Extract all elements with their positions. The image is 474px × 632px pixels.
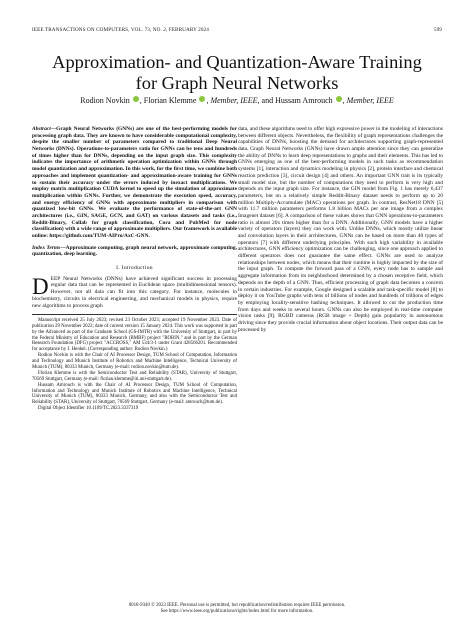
section-heading-introduction: I. Introduction	[116, 265, 153, 272]
author-1: Rodion Novkin	[80, 96, 130, 105]
footnote-doi: Digital Object Identifier 10.1109/TC.2023.3337319	[38, 406, 139, 412]
title-line-2: for Graph Neural Networks	[135, 73, 339, 93]
journal-name: IEEE TRANSACTIONS ON COMPUTERS, VOL. 73, NO. 2, FEBRUARY 2024	[32, 27, 209, 33]
running-header	[32, 27, 442, 35]
author-3-role: Member, IEEE	[346, 96, 394, 105]
author-3: and Hussam Amrouch	[261, 96, 333, 105]
abstract	[32, 126, 237, 240]
orcid-icon[interactable]	[336, 96, 342, 102]
paper-title	[20, 52, 454, 94]
footnote-author-3: Hussam Amrouch is with the Chair of AI Processor Design, TUM School of Computation, Information and Technology and Munich Institute of Robotics and Machine Intelligence, Technical University of Munich (TUM), 80333 Munich, Germany, and also with the Semiconductor Test and Reliability (STAR), University of Stuttgart, 70569 Stuttgart, Germany (e-mail: amrouch@tum.de).	[32, 382, 237, 406]
footnote-manuscript: Manuscript received 25 July 2023; revised 23 October 2023; accepted 19 November 2023. Date of publication 29 November 2023; date of current version 15 January 2024. This work was supported in part by the Advanced as part of the Graduate School (GS-IMTR) with the University of Stuttgart, in part by the Federal Ministry of Education and Research (BMBF) project "ROBIN," and in part by the German Research Foundation (DFG) project "ACCROSS," AM 534/3-1 under Grant 428566201. Recommended for acceptance by J. Henkel. (Corresponding author: Rodion Novkin.)	[32, 318, 237, 353]
intro-paragraph	[32, 273, 237, 309]
footnote-divider	[32, 314, 237, 315]
abstract-lead: Abstract	[32, 126, 51, 132]
right-column	[238, 126, 443, 333]
permissions-link[interactable]: See https://www.ieee.org/publications/rights/index.html for more information.	[160, 609, 314, 615]
intro-first-word: EEP	[50, 275, 61, 282]
footnote-author-1: Rodion Novkin is with the Chair of AI Processor Design, TUM School of Computation, Information and Technology and Munich Institute of Robotics and Machine Intelligence, Technical University of Munich (TUM), 80333 Munich, Germany (e-mail: rodion.novkin@tum.de).	[32, 353, 237, 370]
abstract-text: —Graph Neural Networks (GNNs) are one of the best-performing models for processing graph data. They are known to have considerable computational complexity, despite the smaller number of parameters compared to traditional Deep Neural Networks (DNNs). Operations-to-parameters ratio for GNNs can be tens and hundreds of times higher than for DNNs, depending on the input graph size. This complexity indicates the importance of arithmetic operation optimization within GNNs through model quantization and approximation. In this work, for the first time, we combine both approaches and implement quantization- and approximation-aware training for GNNs to sustain their accuracy under the errors induced by inexact multiplications. We employ matrix multiplication CUDA kernel to speed up the simulation of approximate multiplication within GNNs. Further, we demonstrate the execution speed, accuracy, and energy efficiency of GNNs with approximate multipliers in comparison with quantized low-bit GNNs. We evaluate the performance of state-of-the-art GNN architectures (i.e., GIN, SAGE, GCN, and GAT) on various datasets and tasks (i.e., Reddit-Binary, Collab for graph classification, Cora and PubMed for node classification) with a wide range of approximate multipliers. Our framework is available online: https://github.com/TUM-AIPro/AxC-GNN.	[32, 126, 237, 239]
author-2: Florian Klemme	[143, 96, 197, 105]
index-terms-text: —Approximate computing, graph neural network, approximate computing, quantization, deep learning.	[32, 244, 237, 258]
footnote-author-2: Florian Klemme is with the Semiconductor Test and Reliability (STAR), University of Stuttgart, 70569 Stuttgart, Germany (e-mail: florian.klemme@iti.uni-stuttgart.de).	[32, 370, 237, 382]
intro-text: Neural Networks (DNNs) have achieved significant success in processing regular data that can be represented in Euclidean space (multidimensional tensors). However, not all data can fit into this category. For instance, molecules in biochemistry, circuits in electrical engineering, and mechanical models in physics, require new algorithms to process graph	[32, 275, 237, 309]
left-column	[32, 126, 237, 412]
body-paragraph: data, and these algorithms need to offer high expressive power in the modeling of interactions between different objects. Nevertheless, the flexibility of graph representations challenges the capabilities of DNNs, boosting the demand for architectures supporting graph-represented data. Graph Neural Networks (GNNs) have drawn ample attention since they can generalize the ability of DNNs to learn deep representations to graphs and their elements. This has led to GNNs emerging as one of the best-performing models in such tasks as recommendation systems [1], interaction and dynamics modeling in physics [2], protein interface and chemical reaction prediction [3], circuit design [4] and others. An important GNN trait is its typically small model size, but the number of computations they need to perform is very high and depends on the input graph size. For instance, the GIN model from Fig. 1 has merely 6,437 parameters, but on a relatively simple Reddit-Binary dataset needs to perform up to 20 million Multiply-Accumulate (MAC) operations per graph. In contrast, ResNet18 DNN [5] with 11.7 million parameters performs 1.8 billion MACs per one image from a complex Imagenet dataset [6]. A comparison of these values shows that GNN operations-to-parameters ratio is almost 20x times higher than for a DNN. Additionally, GNN models have a higher variety of operators (layers) they can work with. Unlike DNNs, which mostly utilize linear and convolution layers in their architectures, GNNs can be based on more than 40 types of operators [7] with different underlying principles. With such high variability in available architectures, GNN efficiency optimization can be challenging, since one approach applied to different operators does not guarantee the same effect. GNNs are used to analyze relationships between nodes, which means that their runtime is highly impacted by the size of the input graph. To compute the forward pass of a GNN, every node has to sample and aggregate information from its neighborhood determined by a chosen receptive field, which depends on the depth of a GNN. Thus, efficient processing of graph data becomes a concern in certain industries. For example, Google designed a scalable and task-specific model [8] to deploy it on YouTube graphs with tens of billions of nodes and hundreds of trillions of edges by employing locality-sensitive hashing techniques. It allowed to cut the production time from days and weeks to several hours. GNNs can also be employed in real-time computer vision tasks [9]. RGBD cameras (RGB image + Depth) gain popularity in autonomous driving since they provide crucial information about object locations. Their output data can be processed by	[238, 126, 443, 333]
copyright-footer	[40, 603, 434, 615]
page-number: 599	[433, 27, 442, 33]
orcid-icon[interactable]	[199, 96, 205, 102]
drop-cap: D	[32, 273, 49, 299]
index-terms-lead: Index Terms	[32, 244, 61, 251]
author-2-role: Member, IEEE,	[210, 96, 260, 105]
index-terms	[32, 245, 237, 258]
copyright-line: 0018-9340 © 2023 IEEE. Personal use is permitted, but republication/redistribution requires IEEE permission.	[128, 603, 346, 608]
orcid-icon[interactable]	[133, 96, 139, 102]
title-line-1: Approximation- and Quantization-Aware Training	[52, 52, 422, 72]
author-line: Rodion Novkin , Florian Klemme , Member, IEEE, and Hussam Amrouch , Member, IEEE	[80, 96, 394, 105]
